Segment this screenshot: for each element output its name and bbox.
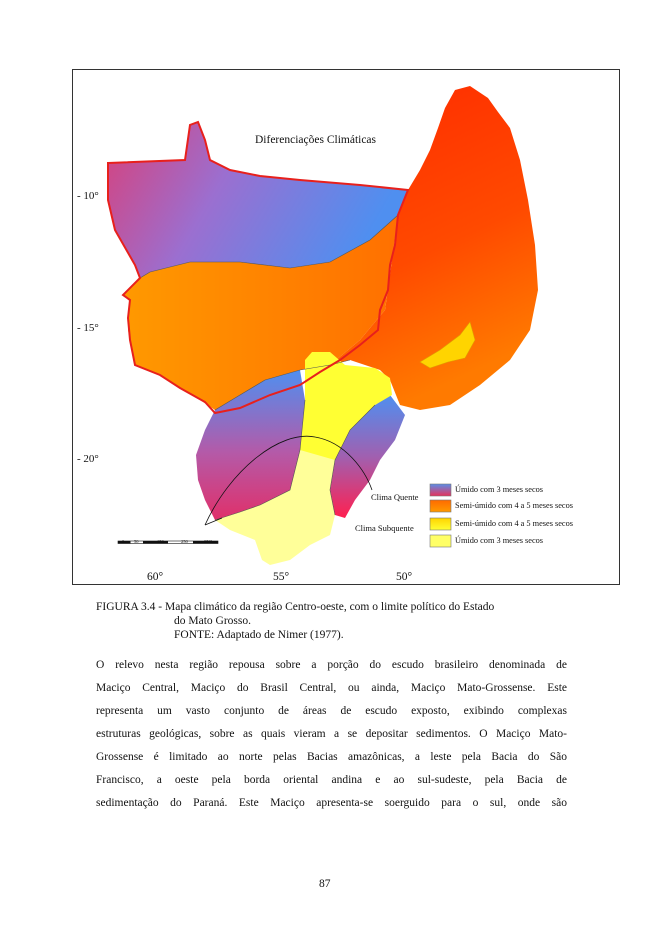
- legend-label-1: Úmido com 3 meses secos: [455, 485, 544, 494]
- label-clima-subquente: Clima Subquente: [355, 523, 414, 533]
- body-line-2: Maciço Central, Maciço do Brasil Central, ou ainda, Maciço Mato-Grossense. Este: [96, 682, 567, 694]
- scale-label-350: 350km: [204, 539, 217, 544]
- caption-source: FONTE: Adaptado de Nimer (1977).: [174, 629, 344, 641]
- legend-swatch-1: [430, 484, 451, 496]
- legend-swatch-2: [430, 500, 451, 512]
- body-line-3: representa um vasto conjunto de áreas de escudo exposto, exibindo complexas: [96, 705, 567, 717]
- scale-label-250: 250: [181, 539, 188, 544]
- scale-bar: [118, 541, 218, 544]
- longitude-label-50: 50°: [396, 571, 413, 583]
- legend-label-3: Semi-úmido com 4 a 5 meses secos: [455, 519, 573, 528]
- latitude-label-10: - 10°: [77, 190, 99, 202]
- map-title: Diferenciações Climáticas: [255, 134, 377, 146]
- body-line-7: sedimentação do Paraná. Este Maciço apresenta-se soerguido para o sul, onde são: [96, 797, 567, 809]
- legend-label-2: Semi-úmido com 4 a 5 meses secos: [455, 501, 573, 510]
- caption-line-1: FIGURA 3.4 - Mapa climático da região Centro-oeste, com o limite político do Estado: [96, 601, 495, 613]
- body-paragraph: [96, 654, 567, 815]
- scale-label-50: 50: [134, 539, 139, 544]
- label-clima-quente: Clima Quente: [371, 492, 419, 502]
- body-line-4: estruturas geológicas, sobre as quais vieram a se depositar sedimentos. O Maciço Mato-: [96, 728, 567, 740]
- legend-swatch-4: [430, 535, 451, 547]
- body-line-5: Grossense é limitado ao norte pelas Bacias amazônicas, a leste pela Bacia do São: [96, 751, 567, 763]
- scale-label-0: 0: [122, 539, 125, 544]
- body-line-1: O relevo nesta região repousa sobre a porção do escudo brasileiro denominada de: [96, 659, 567, 671]
- legend-label-4: Úmido com 3 meses secos: [455, 536, 544, 545]
- latitude-label-20: - 20°: [77, 453, 99, 465]
- scale-label-150: 150: [157, 539, 164, 544]
- longitude-label-55: 55°: [273, 571, 290, 583]
- figure-caption: [96, 600, 494, 642]
- caption-line-2: do Mato Grosso.: [174, 615, 251, 627]
- legend-swatch-3: [430, 518, 451, 530]
- latitude-label-15: - 15°: [77, 322, 99, 334]
- body-line-6: Francisco, a oeste pela borda oriental andina e ao sul-sudeste, pela Bacia de: [96, 774, 567, 786]
- page-number: 87: [319, 878, 331, 890]
- longitude-label-60: 60°: [147, 571, 164, 583]
